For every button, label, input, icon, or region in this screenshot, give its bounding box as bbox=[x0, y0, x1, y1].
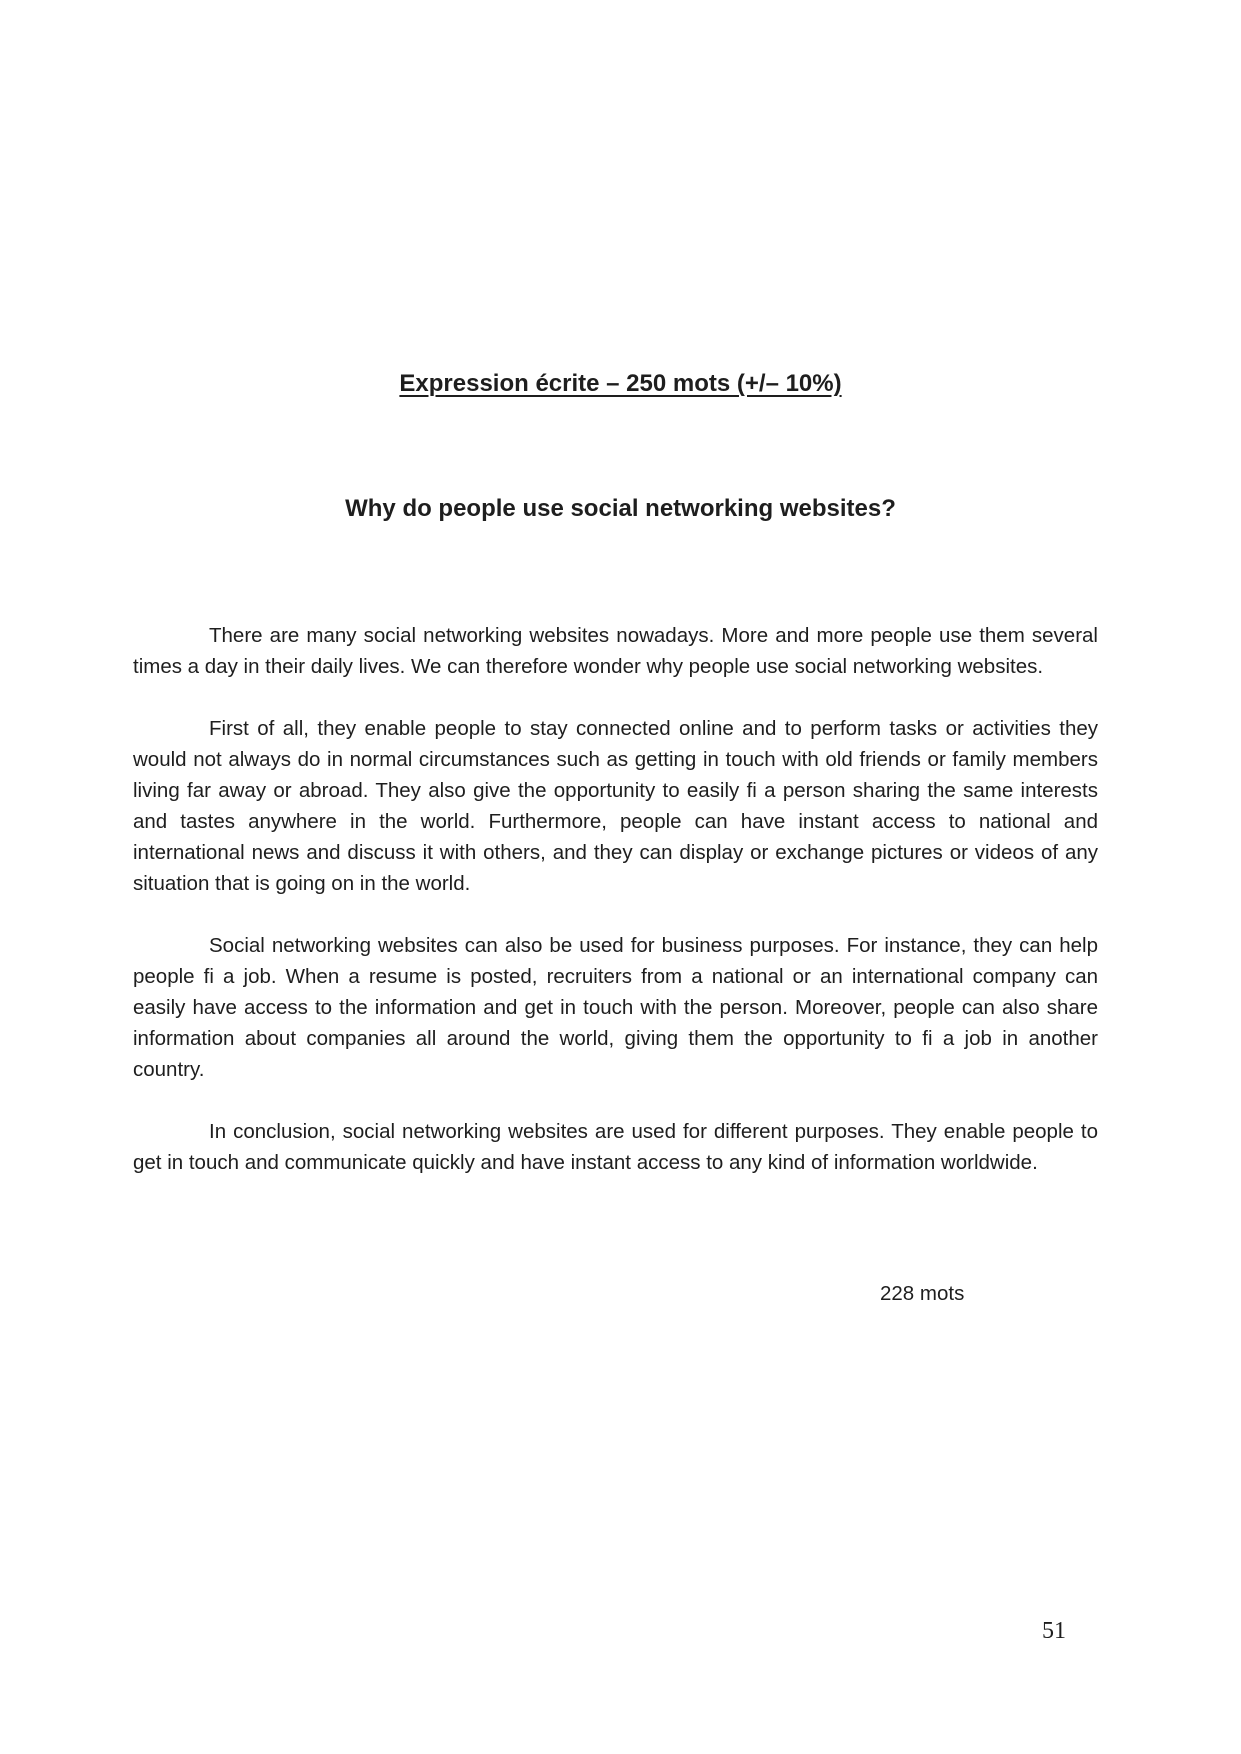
essay-paragraph-second-argument: Social networking websites can also be used for business purposes. For instance, they can help people fi a job. When a resume is posted, recruiters from a national or an international company can easily have access to the information and get in touch with the person. Moreover, people can also share information about companies all around the world, giving them the opportunity to fi a job in another country. bbox=[133, 934, 1098, 1081]
essay-paragraph-first-argument: First of all, they enable people to stay connected online and to perform tasks or activities they would not always do in normal circumstances such as getting in touch with old friends or family members living far away or abroad. They also give the opportunity to easily fi a person sharing the same interests and tastes anywhere in the world. Furthermore, people can have instant access to national and international news and discuss it with others, and they can display or exchange pictures or videos of any situation that is going on in the world. bbox=[133, 717, 1098, 895]
essay-paragraph-conclusion: In conclusion, social networking websites are used for different purposes. They enable people to get in touch and communicate quickly and have instant access to any kind of information worldwide. bbox=[133, 1120, 1098, 1174]
essay-paragraph-introduction: There are many social networking websites nowadays. More and more people use them several times a day in their daily lives. We can therefore wonder why people use social networking websites. bbox=[133, 624, 1098, 678]
document-title: Expression écrite – 250 mots (+/– 10%) bbox=[399, 370, 842, 397]
word-count: 228 mots bbox=[880, 1282, 965, 1305]
page-number: 51 bbox=[1042, 1618, 1066, 1644]
essay-question: Why do people use social networking websites? bbox=[345, 495, 896, 522]
essay-body bbox=[133, 620, 1098, 1209]
